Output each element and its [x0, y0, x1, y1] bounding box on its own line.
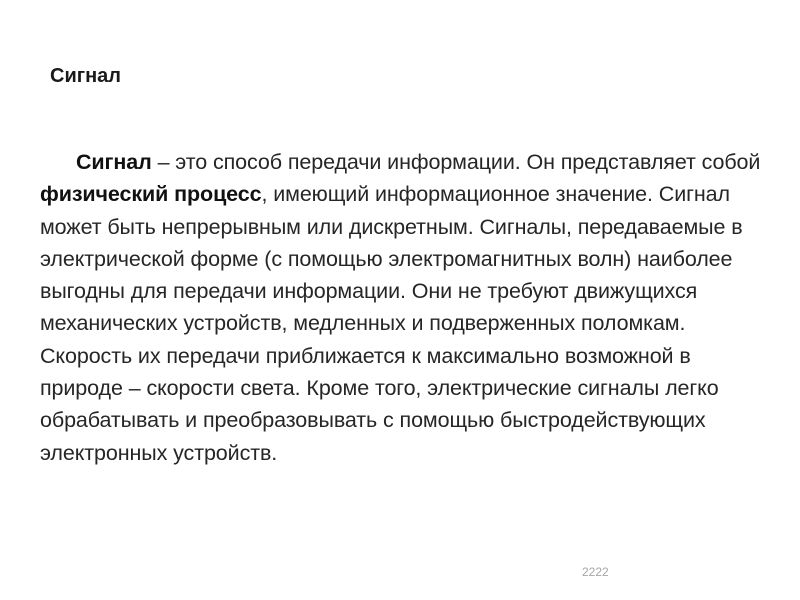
- emphasis-bold: физический процесс: [40, 182, 262, 207]
- term-bold: Сигнал: [76, 150, 152, 174]
- slide-title: Сигнал: [50, 65, 121, 87]
- body-paragraph: [40, 146, 770, 469]
- paragraph-text-part1: – это способ передачи информации. Он представляет собой: [151, 150, 761, 174]
- slide-number: 2222: [582, 565, 609, 579]
- paragraph-text-part2: , имеющий информационное значение. Сигнал может быть непрерывным или дискретным. Сигналы, передаваемые в электрической форме (с помощью электромагнитных волн) наиболее выгодны для передачи информации. Они не требуют движущихся механических устройств, медленных и подверженных поломкам. Скорость их передачи приближается к максимально возможной в природе – скорости света. Кроме того, электрические сигналы легко обрабатывать и преобразовывать с помощью быстродействующих электронных устройств.: [40, 182, 743, 465]
